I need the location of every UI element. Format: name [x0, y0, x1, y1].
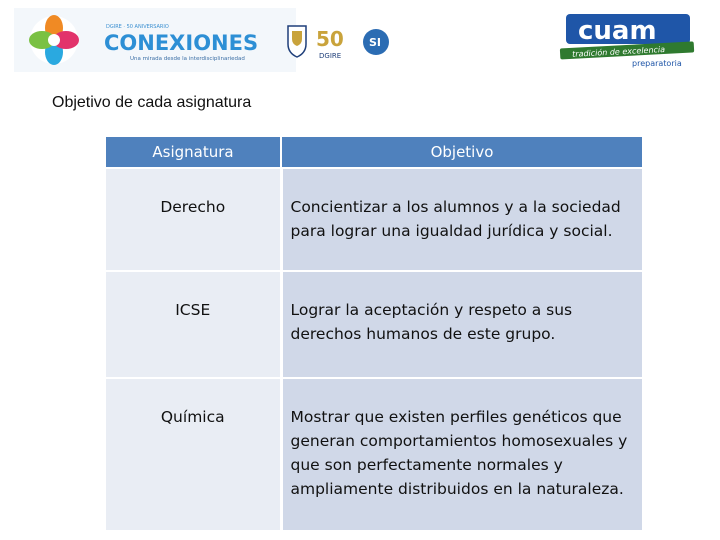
table-row: [106, 271, 642, 378]
si-label: SI: [369, 36, 382, 49]
column-header-subject: Asignatura: [106, 137, 281, 168]
cuam-logo: [556, 12, 700, 68]
table-row: [106, 168, 642, 271]
cuam-sub: preparatoria: [632, 59, 682, 68]
table-row: [106, 378, 642, 530]
cuam-slogan: tradición de excelencia: [571, 44, 666, 59]
dgire-label: DGIRE: [319, 52, 342, 60]
cuam-wordmark: cuam: [578, 16, 657, 46]
objective-cell: Concientizar a los alumnos y a la sociedad para lograr una igualdad jurídica y social.: [281, 168, 642, 271]
conexiones-subtitle: Una mirada desde la interdisciplinariedad: [130, 56, 245, 62]
objective-cell: Lograr la aceptación y respeto a sus derechos humanos de este grupo.: [281, 271, 642, 378]
objectives-table: [106, 137, 642, 530]
conexiones-logo: [14, 8, 296, 72]
unam-shield-icon: [288, 26, 306, 57]
subject-cell: ICSE: [106, 271, 281, 378]
dgire-50-logo-icon: [316, 27, 344, 60]
svg-text:50: 50: [316, 27, 344, 51]
conexiones-title: CONEXIONES: [104, 31, 259, 55]
si-logo-icon: [363, 29, 389, 55]
conexiones-tagline: DGIRE · 50 ANIVERSARIO: [106, 24, 169, 30]
page-title: Objetivo de cada asignatura: [52, 94, 252, 111]
column-header-objective: Objetivo: [281, 137, 642, 168]
subject-cell: Derecho: [106, 168, 281, 271]
table-header-row: [106, 137, 642, 168]
subject-cell: Química: [106, 378, 281, 530]
institution-logos: [286, 22, 396, 66]
objective-cell: Mostrar que existen perfiles genéticos que generan comportamientos homosexuales y que son perfectamente normales y ampliamente distribuidos en la naturaleza.: [281, 378, 642, 530]
